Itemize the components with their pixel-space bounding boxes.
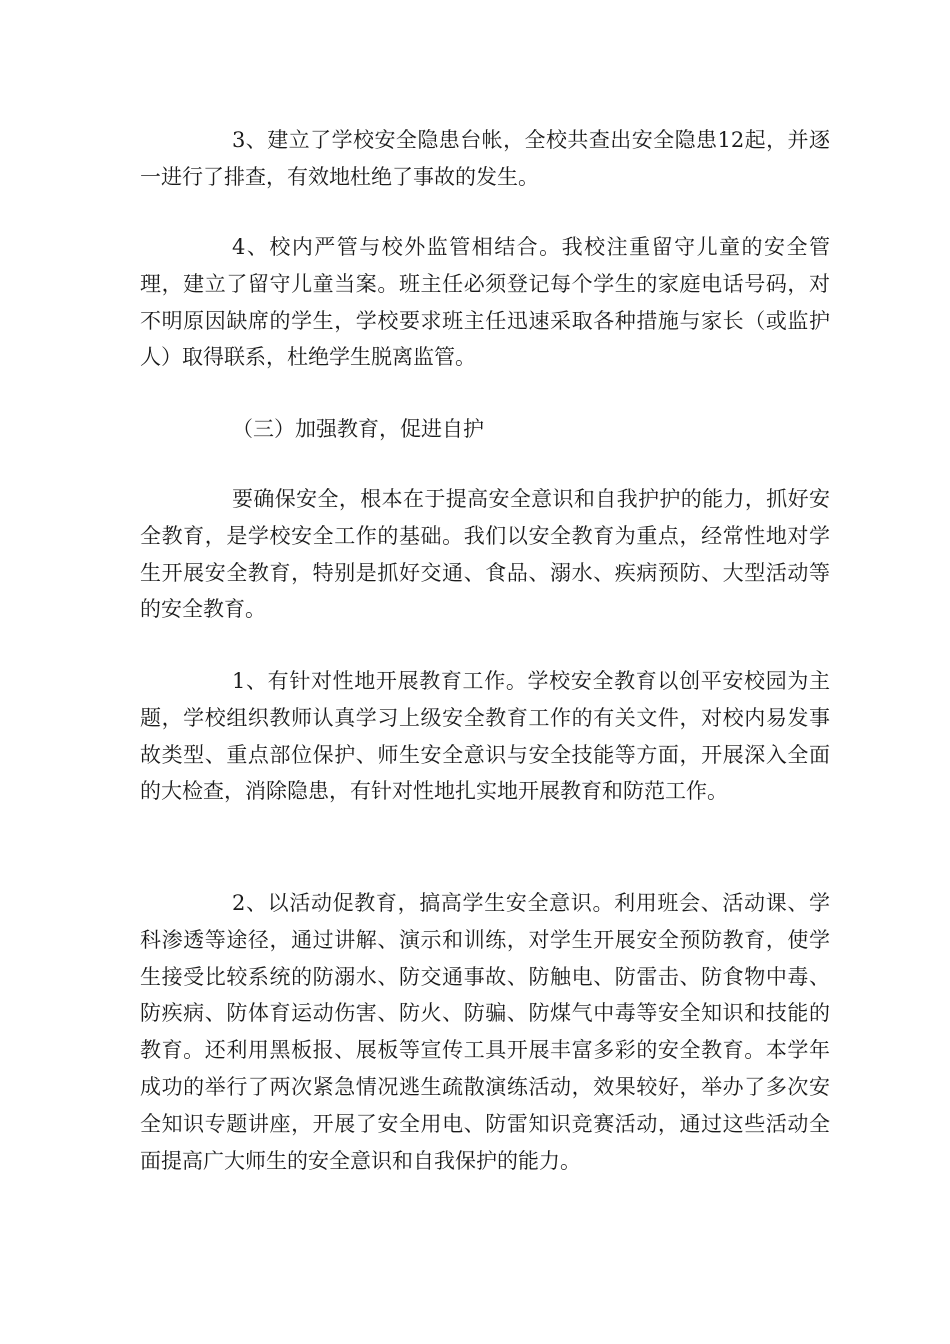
paragraph-activity-education: 2、以活动促教育，搞高学生安全意识。利用班会、活动课、学科渗透等途径，通过讲解、演示和训练，对学生开展安全预防教育，使学生接受比较系统的防溺水、防交通事故、防触电、防雷击、防食物中毒、防疾病、防体育运动伤害、防火、防骗、防煤气中毒等安全知识和技能的教育。还利用黑板报、展板等宣传工具开展丰富多彩的安全教育。本学年成功的举行了两次紧急情况逃生疏散演练活动，效果较好，举办了多次安全知识专题讲座，开展了安全用电、防雷知识竞赛活动，通过这些活动全面提高广大师生的安全意识和自我保护的能力。 — [140, 891, 830, 1173]
paragraph-hazard-ledger: 3、建立了学校安全隐患台帐，全校共查出安全隐患12起，并逐一进行了排查，有效地杜绝了事故的发生。 — [140, 128, 830, 189]
paragraph-left-behind-children: 4、校内严管与校外监管相结合。我校注重留守儿童的安全管理，建立了留守儿童当案。班主任必须登记每个学生的家庭电话号码，对不明原因缺席的学生，学校要求班主任迅速采取各种措施与家长（或监护人）取得联系，杜绝学生脱离监管。 — [140, 235, 830, 370]
paragraph-safety-awareness: 要确保安全，根本在于提高安全意识和自我护护的能力，抓好安全教育，是学校安全工作的基础。我们以安全教育为重点，经常性地对学生开展安全教育，特别是抓好交通、食品、溺水、疾病预防、大型活动等的安全教育。 — [140, 487, 830, 622]
paragraph-targeted-education: 1、有针对性地开展教育工作。学校安全教育以创平安校园为主题，学校组织教师认真学习上级安全教育工作的有关文件，对校内易发事故类型、重点部位保护、师生安全意识与安全技能等方面，开展深入全面的大检查，消除隐患，有针对性地扎实地开展教育和防范工作。 — [140, 669, 830, 804]
section-heading-education: （三）加强教育，促进自护 — [232, 417, 484, 441]
